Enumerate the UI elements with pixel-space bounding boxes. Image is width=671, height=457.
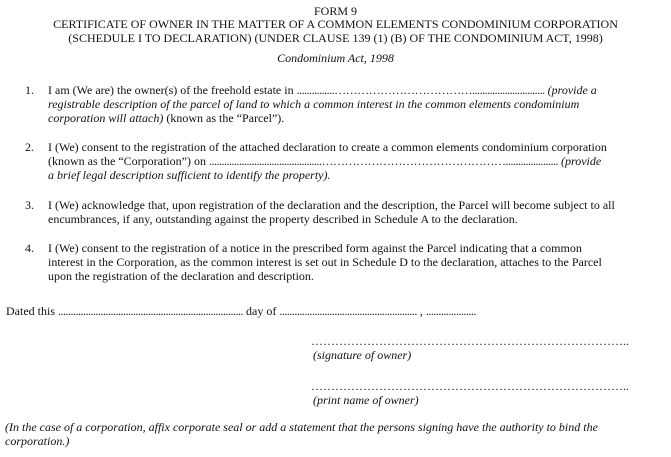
- item-1-instruction-start: (provide a: [547, 83, 597, 97]
- corporation-note: [5, 420, 665, 448]
- item-2-number: 2.: [25, 140, 34, 154]
- item-3-text-line-1: I (We) acknowledge that, upon registration of the declaration and the description, the Parcel will become subject to all: [48, 198, 615, 212]
- act-name: Condominium Act, 1998: [277, 51, 394, 65]
- item-2-instruction-start: (provide: [560, 154, 602, 168]
- item-1-parcel-note: (known as the “Parcel”).: [166, 111, 285, 125]
- signature-label: (signature of owner): [313, 348, 412, 362]
- corporation-note-line-2: corporation.): [5, 434, 70, 448]
- day-of-label: day of: [246, 304, 277, 318]
- item-4-paragraph: [48, 241, 664, 283]
- item-1-instruction-end: corporation will attach): [48, 111, 164, 125]
- dated-day-blank[interactable]: ..........................................................................: [58, 304, 243, 318]
- item-3-text-line-2: encumbrances, if any, outstanding against the property described in Schedule A to the declaration.: [48, 212, 518, 226]
- item-4-text-line-3: upon the registration of the declaration and description.: [48, 269, 314, 283]
- item-1-number: 1.: [25, 83, 34, 97]
- corporation-note-line-1: (In the case of a corporation, affix corporate seal or add a statement that the persons signing have the authority to bind the: [5, 420, 598, 434]
- dated-month-blank[interactable]: .......................................................: [279, 304, 417, 318]
- dated-label: Dated this: [6, 304, 55, 318]
- item-2-instruction-end: a brief legal description sufficient to identify the property).: [48, 168, 331, 182]
- item-2-paragraph: [48, 140, 664, 182]
- form-number: FORM 9: [313, 4, 357, 18]
- item-1-paragraph: [48, 83, 664, 125]
- item-4-text-line-1: I (We) consent to the registration of a notice in the prescribed form against the Parcel indicating that a common: [48, 241, 582, 255]
- form-title-line-1: CERTIFICATE OF OWNER IN THE MATTER OF A COMMON ELEMENTS CONDOMINIUM CORPORATION: [53, 17, 618, 31]
- item-1-text: I am (We are) the owner(s) of the freehold estate in: [48, 83, 294, 97]
- signature-blank[interactable]: ……………………………………………………………………..: [311, 334, 629, 348]
- item-1-blank[interactable]: ...............……………………………….............................: [296, 83, 545, 97]
- dated-year-blank[interactable]: ....................: [425, 304, 476, 318]
- item-2-text-line-2: (known as the “Corporation”) on: [48, 154, 206, 168]
- item-2-text-line-1: I (We) consent to the registration of the attached declaration to create a common elements condominium corporation: [48, 140, 607, 154]
- item-3-number: 3.: [25, 198, 34, 212]
- item-1-instruction: registrable description of the parcel of land to which a common interest in the common elements condominium: [48, 97, 580, 111]
- item-4-number: 4.: [25, 241, 34, 255]
- dated-line: [6, 304, 666, 319]
- form-title-line-2: (SCHEDULE I TO DECLARATION) (UNDER CLAUSE 139 (1) (B) OF THE CONDOMINIUM ACT, 1998): [68, 31, 603, 45]
- item-4-text-line-2: interest in the Corporation, as the common interest is set out in Schedule D to the declaration, attaches to the Parcel: [48, 255, 602, 269]
- item-2-blank[interactable]: .............................................………………………………………….....................: [208, 154, 558, 168]
- item-3-paragraph: [48, 198, 664, 226]
- print-name-blank[interactable]: ……………………………………………………………………..: [311, 379, 629, 393]
- print-name-label: (print name of owner): [313, 393, 419, 407]
- dated-comma: ,: [419, 304, 423, 318]
